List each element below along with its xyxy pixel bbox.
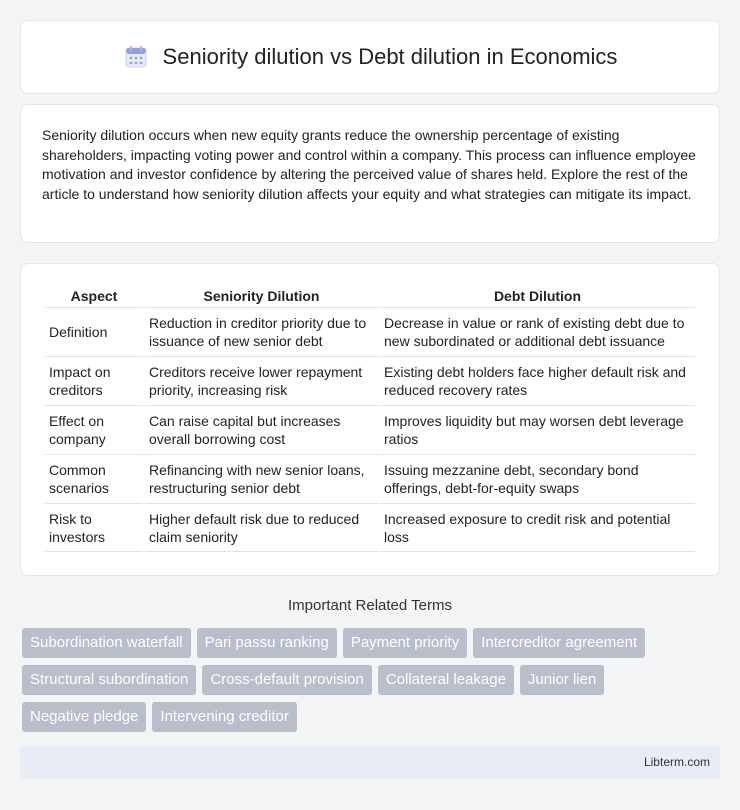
table-row	[45, 307, 695, 356]
intro-paragraph: Seniority dilution occurs when new equity grants reduce the ownership percentage of existing shareholders, impacting voting power and control within a company. This process can influence employee motivation and investor confidence by altering the perceived value of shares held. Explore the rest of the article to understand how seniority dilution affects your equity and what strategies can mitigate its impact.	[42, 127, 696, 202]
row-seniority: Creditors receive lower repayment priority, increasing risk	[145, 356, 378, 405]
header-card	[20, 20, 720, 94]
row-debt: Improves liquidity but may worsen debt leverage ratios	[380, 405, 695, 454]
row-seniority: Higher default risk due to reduced claim seniority	[145, 503, 378, 552]
row-aspect: Effect on company	[45, 405, 143, 454]
tag-payment-priority[interactable]: Payment priority	[343, 628, 467, 658]
row-aspect: Risk to investors	[45, 503, 143, 552]
tag-pari-passu-ranking[interactable]: Pari passu ranking	[197, 628, 337, 658]
tag-intercreditor-agreement[interactable]: Intercreditor agreement	[473, 628, 645, 658]
tag-collateral-leakage[interactable]: Collateral leakage	[378, 665, 514, 695]
page-title: Seniority dilution vs Debt dilution in Economics	[162, 44, 618, 69]
tag-subordination-waterfall[interactable]: Subordination waterfall	[22, 628, 191, 658]
row-seniority: Can raise capital but increases overall borrowing cost	[145, 405, 378, 454]
footer	[20, 746, 720, 779]
table-row	[45, 454, 695, 503]
related-terms-title: Important Related Terms	[288, 597, 452, 614]
row-seniority: Refinancing with new senior loans, restructuring senior debt	[145, 454, 378, 503]
intro-card	[20, 104, 720, 243]
calendar-icon	[123, 44, 149, 70]
row-debt: Issuing mezzanine debt, secondary bond offerings, debt-for-equity swaps	[380, 454, 695, 503]
row-debt: Increased exposure to credit risk and potential loss	[380, 503, 695, 552]
header-aspect: Aspect	[70, 288, 118, 304]
tag-cross-default-provision[interactable]: Cross-default provision	[202, 665, 371, 695]
tag-intervening-creditor[interactable]: Intervening creditor	[152, 702, 296, 732]
comparison-card	[20, 263, 720, 576]
tag-junior-lien[interactable]: Junior lien	[520, 665, 604, 695]
comparison-table	[43, 285, 697, 552]
row-debt: Decrease in value or rank of existing debt due to new subordinated or additional debt issuance	[380, 307, 695, 356]
row-debt: Existing debt holders face higher default risk and reduced recovery rates	[380, 356, 695, 405]
tag-structural-subordination[interactable]: Structural subordination	[22, 665, 196, 695]
table-header-row	[45, 285, 695, 307]
header-seniority-dilution: Seniority Dilution	[203, 288, 320, 304]
footer-site-link[interactable]: Libterm.com	[643, 755, 710, 769]
table-row	[45, 356, 695, 405]
row-seniority: Reduction in creditor priority due to issuance of new senior debt	[145, 307, 378, 356]
row-aspect: Impact on creditors	[45, 356, 143, 405]
table-row	[45, 405, 695, 454]
tag-negative-pledge[interactable]: Negative pledge	[22, 702, 146, 732]
table-row	[45, 503, 695, 552]
related-terms-tags	[22, 628, 722, 732]
row-aspect: Definition	[45, 307, 143, 356]
row-aspect: Common scenarios	[45, 454, 143, 503]
title-wrap	[123, 44, 618, 70]
header-debt-dilution: Debt Dilution	[493, 288, 582, 304]
